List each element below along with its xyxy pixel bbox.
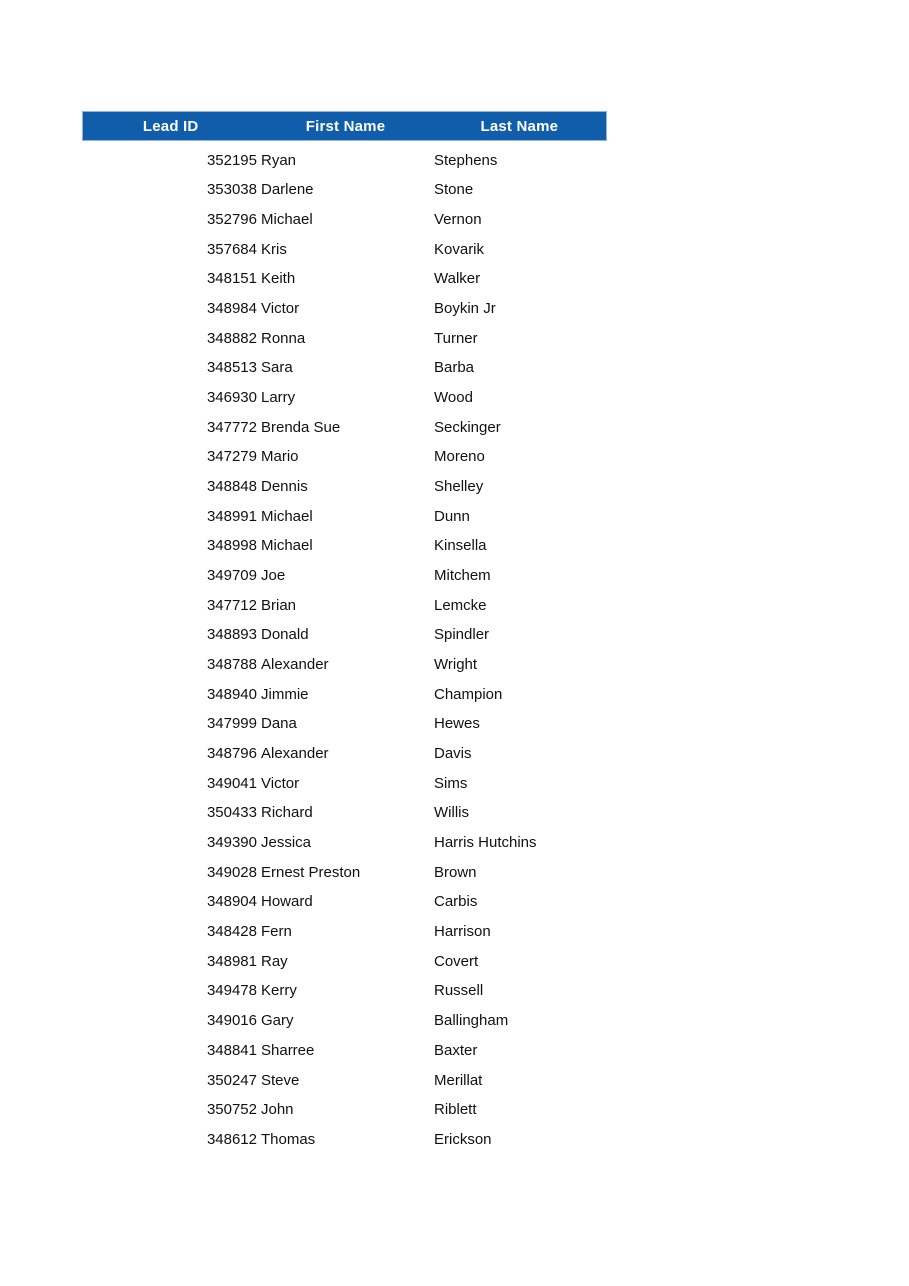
cell-lead-id: 348428 xyxy=(206,923,257,941)
table-row xyxy=(82,408,607,438)
cell-lead-id: 348796 xyxy=(206,745,257,763)
cell-last-name: Baxter xyxy=(434,1041,478,1059)
table-row xyxy=(82,1061,607,1091)
cell-first-name: Fern xyxy=(261,923,292,941)
table-row xyxy=(82,883,607,913)
cell-lead-id: 348848 xyxy=(206,478,257,496)
cell-lead-id: 348612 xyxy=(206,1130,257,1148)
cell-lead-id: 352195 xyxy=(206,151,257,169)
cell-lead-id: 357684 xyxy=(206,240,257,258)
table-row xyxy=(82,497,607,527)
cell-last-name: Riblett xyxy=(434,1101,477,1119)
cell-first-name: Brian xyxy=(261,596,297,614)
column-header-last-name: Last Name xyxy=(480,117,559,135)
cell-last-name: Kinsella xyxy=(434,537,487,555)
table-row xyxy=(82,705,607,735)
table-row xyxy=(82,645,607,675)
cell-last-name: Hewes xyxy=(434,715,480,733)
cell-last-name: Turner xyxy=(434,329,478,347)
cell-last-name: Moreno xyxy=(434,448,485,466)
cell-first-name: Dana xyxy=(261,715,297,733)
cell-first-name: Victor xyxy=(261,774,300,792)
cell-lead-id: 348940 xyxy=(206,685,257,703)
table-row xyxy=(82,942,607,972)
table-row xyxy=(82,1120,607,1150)
cell-last-name: Kovarik xyxy=(434,240,485,258)
cell-first-name: Darlene xyxy=(261,181,314,199)
cell-last-name: Shelley xyxy=(434,478,484,496)
table-row xyxy=(82,467,607,497)
table-row xyxy=(82,289,607,319)
table-row xyxy=(82,912,607,942)
table-row xyxy=(82,349,607,379)
cell-lead-id: 347772 xyxy=(206,418,257,436)
cell-last-name: Seckinger xyxy=(434,418,501,436)
cell-lead-id: 348998 xyxy=(206,537,257,555)
cell-first-name: Ryan xyxy=(261,151,297,169)
cell-lead-id: 350752 xyxy=(206,1101,257,1119)
cell-last-name: Vernon xyxy=(434,211,482,229)
leads-table xyxy=(82,111,607,1150)
cell-first-name: Ray xyxy=(261,952,288,970)
cell-last-name: Walker xyxy=(434,270,481,288)
cell-last-name: Mitchem xyxy=(434,567,491,585)
cell-lead-id: 350247 xyxy=(206,1071,257,1089)
table-row xyxy=(82,675,607,705)
cell-lead-id: 353038 xyxy=(206,181,257,199)
cell-lead-id: 346930 xyxy=(206,389,257,407)
table-row xyxy=(82,1091,607,1121)
cell-first-name: Alexander xyxy=(261,656,329,674)
table-row xyxy=(82,378,607,408)
cell-last-name: Stephens xyxy=(434,151,498,169)
cell-first-name: Sara xyxy=(261,359,293,377)
cell-lead-id: 348984 xyxy=(206,300,257,318)
cell-last-name: Harris Hutchins xyxy=(434,834,537,852)
table-row xyxy=(82,141,607,171)
column-header-first-name: First Name xyxy=(305,117,386,135)
cell-last-name: Wright xyxy=(434,656,478,674)
table-row xyxy=(82,230,607,260)
cell-last-name: Brown xyxy=(434,863,477,881)
table-row xyxy=(82,1001,607,1031)
cell-last-name: Erickson xyxy=(434,1130,492,1148)
cell-lead-id: 348904 xyxy=(206,893,257,911)
cell-last-name: Wood xyxy=(434,389,473,407)
cell-last-name: Covert xyxy=(434,952,479,970)
cell-last-name: Barba xyxy=(434,359,475,377)
cell-first-name: Thomas xyxy=(261,1130,316,1148)
cell-first-name: Gary xyxy=(261,1012,294,1030)
cell-first-name: Dennis xyxy=(261,478,308,496)
cell-last-name: Sims xyxy=(434,774,468,792)
cell-last-name: Davis xyxy=(434,745,472,763)
table-row xyxy=(82,616,607,646)
cell-first-name: Victor xyxy=(261,300,300,318)
cell-lead-id: 347279 xyxy=(206,448,257,466)
cell-first-name: Joe xyxy=(261,567,286,585)
cell-first-name: Mario xyxy=(261,448,299,466)
cell-lead-id: 347999 xyxy=(206,715,257,733)
table-row xyxy=(82,556,607,586)
cell-lead-id: 349016 xyxy=(206,1012,257,1030)
table-row xyxy=(82,853,607,883)
cell-lead-id: 349041 xyxy=(206,774,257,792)
cell-lead-id: 349709 xyxy=(206,567,257,585)
cell-first-name: Kris xyxy=(261,240,287,258)
table-row xyxy=(82,319,607,349)
cell-last-name: Dunn xyxy=(434,507,470,525)
cell-first-name: Kerry xyxy=(261,982,297,1000)
cell-last-name: Boykin Jr xyxy=(434,300,496,318)
table-row xyxy=(82,171,607,201)
cell-lead-id: 352796 xyxy=(206,211,257,229)
table-row xyxy=(82,260,607,290)
cell-lead-id: 348893 xyxy=(206,626,257,644)
cell-lead-id: 348981 xyxy=(206,952,257,970)
cell-lead-id: 348882 xyxy=(206,329,257,347)
cell-last-name: Lemcke xyxy=(434,596,487,614)
table-row xyxy=(82,1031,607,1061)
cell-first-name: Larry xyxy=(261,389,296,407)
cell-first-name: Michael xyxy=(261,211,313,229)
cell-first-name: Michael xyxy=(261,507,313,525)
cell-last-name: Spindler xyxy=(434,626,490,644)
cell-last-name: Carbis xyxy=(434,893,478,911)
table-row xyxy=(82,200,607,230)
cell-first-name: Steve xyxy=(261,1071,300,1089)
cell-first-name: Sharree xyxy=(261,1041,315,1059)
table-row xyxy=(82,764,607,794)
table-header-row xyxy=(82,111,607,141)
cell-lead-id: 348151 xyxy=(206,270,257,288)
cell-first-name: Brenda Sue xyxy=(261,418,341,436)
cell-first-name: John xyxy=(261,1101,294,1119)
table-row xyxy=(82,527,607,557)
cell-last-name: Stone xyxy=(434,181,474,199)
cell-first-name: Donald xyxy=(261,626,309,644)
cell-lead-id: 348788 xyxy=(206,656,257,674)
cell-lead-id: 349478 xyxy=(206,982,257,1000)
cell-first-name: Ernest Preston xyxy=(261,863,361,881)
cell-last-name: Willis xyxy=(434,804,469,822)
table-row xyxy=(82,438,607,468)
table-row xyxy=(82,586,607,616)
cell-first-name: Keith xyxy=(261,270,296,288)
table-row xyxy=(82,794,607,824)
cell-lead-id: 348841 xyxy=(206,1041,257,1059)
cell-first-name: Alexander xyxy=(261,745,329,763)
cell-last-name: Ballingham xyxy=(434,1012,509,1030)
cell-first-name: Jessica xyxy=(261,834,312,852)
cell-last-name: Merillat xyxy=(434,1071,483,1089)
cell-first-name: Howard xyxy=(261,893,313,911)
cell-lead-id: 348991 xyxy=(206,507,257,525)
table-row xyxy=(82,972,607,1002)
cell-lead-id: 347712 xyxy=(206,596,257,614)
cell-first-name: Ronna xyxy=(261,329,306,347)
cell-lead-id: 350433 xyxy=(206,804,257,822)
cell-lead-id: 349390 xyxy=(206,834,257,852)
column-header-lead-id: Lead ID xyxy=(142,117,199,135)
table-row xyxy=(82,823,607,853)
cell-first-name: Jimmie xyxy=(261,685,309,703)
cell-last-name: Russell xyxy=(434,982,484,1000)
cell-lead-id: 348513 xyxy=(206,359,257,377)
cell-first-name: Michael xyxy=(261,537,313,555)
cell-lead-id: 349028 xyxy=(206,863,257,881)
cell-last-name: Champion xyxy=(434,685,503,703)
cell-last-name: Harrison xyxy=(434,923,491,941)
table-row xyxy=(82,734,607,764)
table-body xyxy=(82,141,607,1150)
cell-first-name: Richard xyxy=(261,804,313,822)
